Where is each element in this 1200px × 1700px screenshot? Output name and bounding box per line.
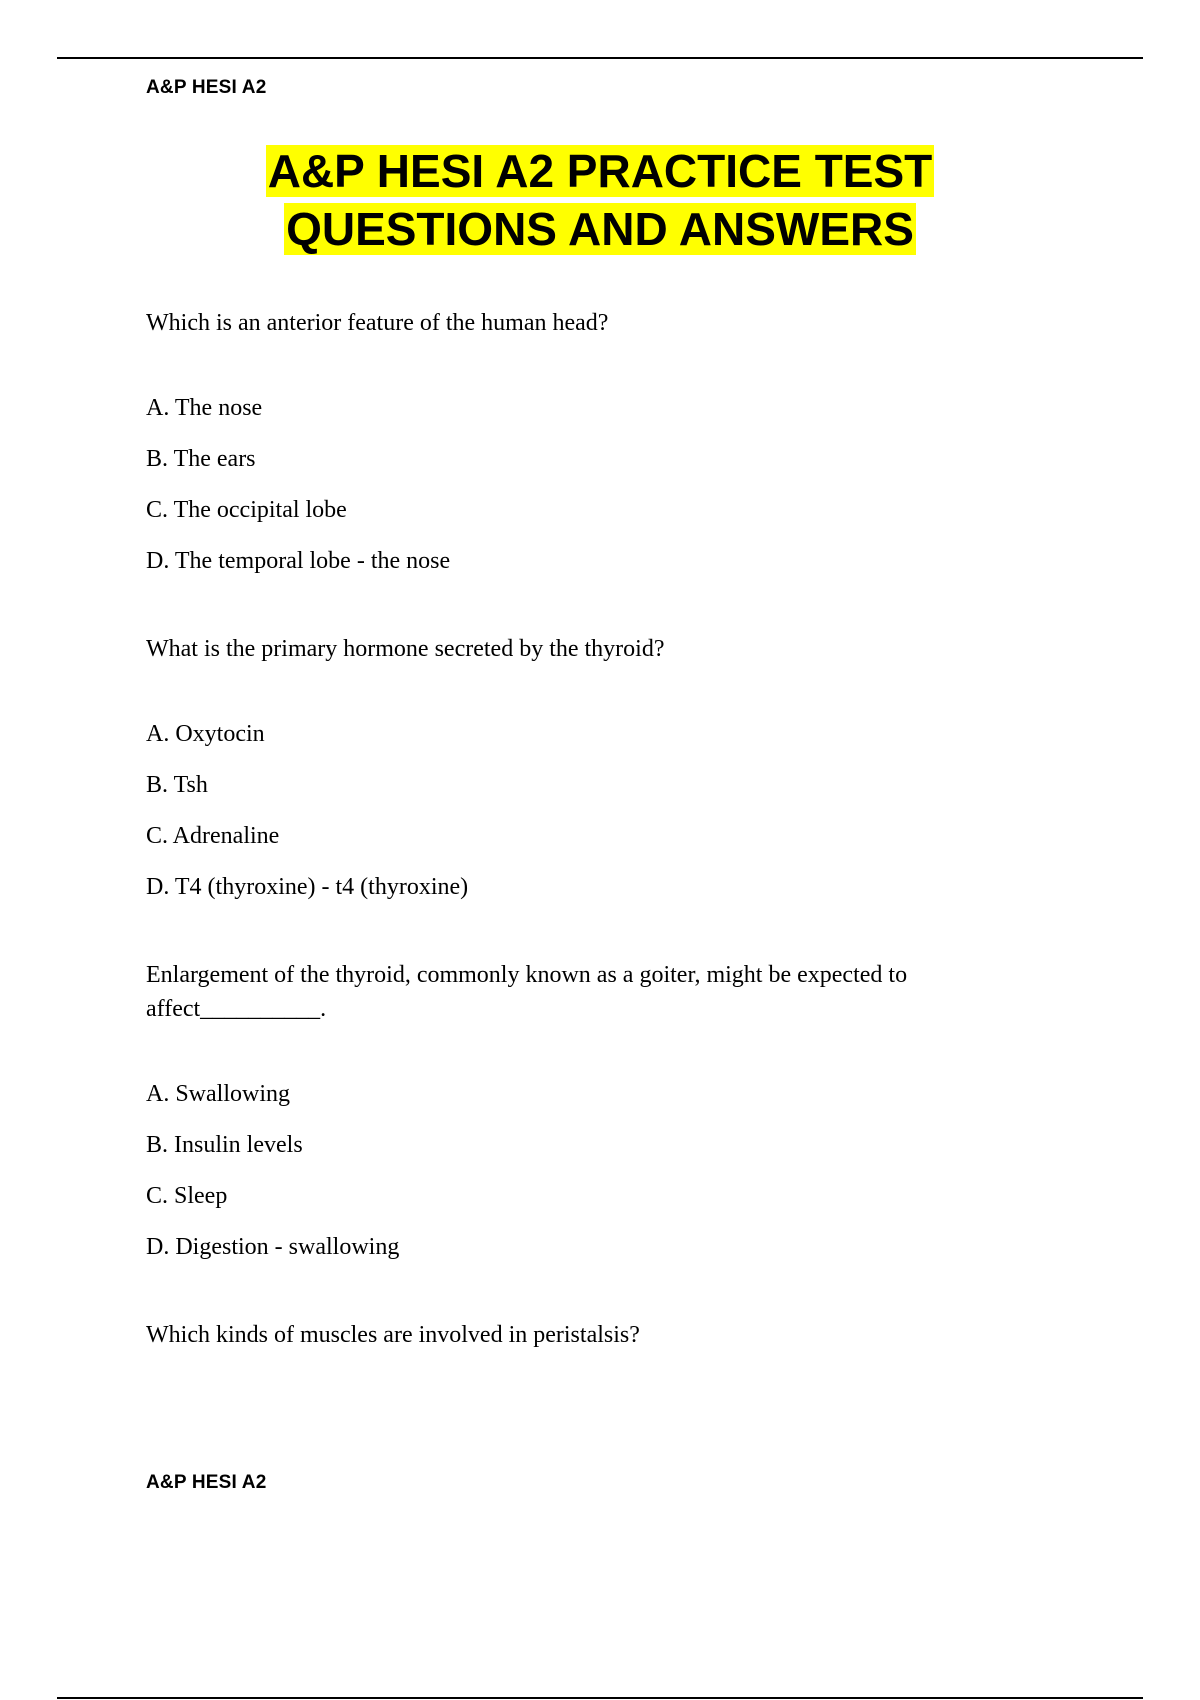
question-list	[146, 306, 1026, 1406]
answer-option: B. The ears	[146, 446, 256, 472]
question-text: What is the primary hormone secreted by the thyroid?	[146, 636, 665, 662]
question-text: Which is an anterior feature of the human head?	[146, 310, 609, 336]
running-header: A&P HESI A2	[146, 77, 267, 98]
question-block	[146, 958, 1026, 1264]
document-title	[0, 142, 1200, 258]
answer-option: B. Insulin levels	[146, 1132, 303, 1158]
top-rule	[57, 57, 1143, 59]
answer-option: A. The nose	[146, 395, 263, 421]
answer-option: C. Sleep	[146, 1183, 228, 1209]
answer-options	[146, 717, 1026, 904]
question-block	[146, 1318, 1026, 1352]
running-footer: A&P HESI A2	[146, 1472, 267, 1493]
title-line-2: QUESTIONS AND ANSWERS	[286, 203, 914, 255]
answer-option: A. Oxytocin	[146, 721, 265, 747]
question-text: Enlargement of the thyroid, commonly known as a goiter, might be expected to affect__________.	[146, 962, 908, 1022]
answer-option: D. The temporal lobe - the nose	[146, 548, 451, 574]
answer-option: C. The occipital lobe	[146, 497, 347, 523]
answer-option: B. Tsh	[146, 772, 208, 798]
question-block	[146, 632, 1026, 904]
answer-option: A. Swallowing	[146, 1081, 290, 1107]
answer-option: D. Digestion - swallowing	[146, 1234, 400, 1260]
answer-options	[146, 391, 1026, 578]
bottom-rule	[57, 1697, 1143, 1699]
title-line-1: A&P HESI A2 PRACTICE TEST	[267, 145, 933, 197]
answer-options	[146, 1077, 1026, 1264]
question-text: Which kinds of muscles are involved in peristalsis?	[146, 1322, 640, 1348]
answer-option: C. Adrenaline	[146, 823, 280, 849]
question-block	[146, 306, 1026, 578]
answer-option: D. T4 (thyroxine) - t4 (thyroxine)	[146, 874, 469, 900]
